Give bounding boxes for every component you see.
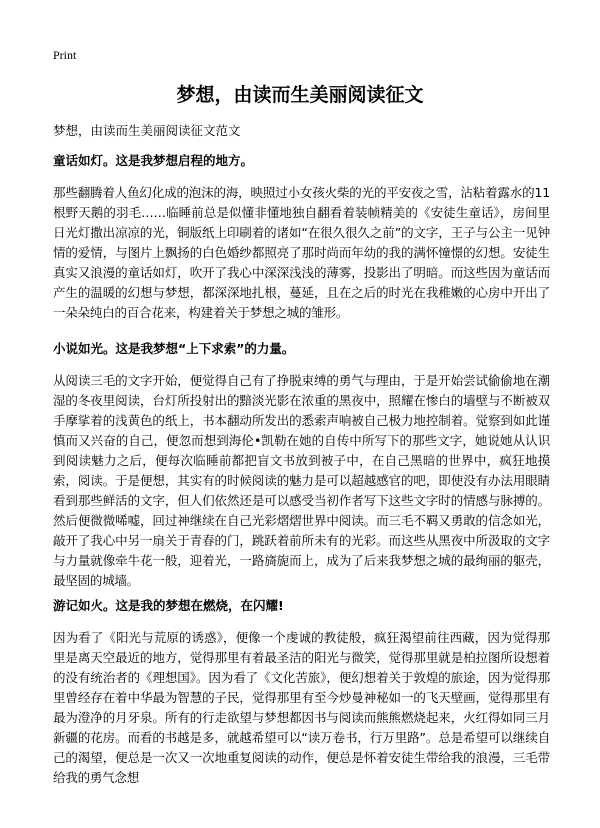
section-paragraph: 因为看了《阳光与荒原的诱惑》，便像一个虔诚的教徒般，疯狂渴望前往西藏，因为觉得那里是离天空最近的地方，觉得那里有着最圣洁的阳光与微笑，觉得那里就是柏拉图所设想着的没有统治者的《理想国》。因为看了《文化苦旅》，便幻想着关于敦煌的旅途，因为觉得那里曾经存在着中华最为智慧的子民，觉得那里有至今炒曼神秘如一的飞天壁画，觉得那里有最为澄净的月牙泉。所有的行走欲望与梦想都因书与阅读而熊熊燃烧起来，火红得如同三月新疆的花房。而看的书越是多，就越希望可以“读万卷书，行万里路”。总是希望可以继续自己的渴望，便总是一次又一次地重复阅读的动作，便总是怀着安徒生带给我的浪漫，三毛带给我的勇气念想 [53,630,550,785]
section-paragraph: 那些翻腾着人鱼幻化成的泡沫的海，映照过小女孩火柴的光的平安夜之雪，沾粘着露水的11根野天鹅的羽毛……临睡前总是似懂非懂地独自翻看着装帧精美的《安徒生童话》，房间里日光灯撒出凉凉的光，铜版纸上印刷着的诸如“在很久很久之前”的文字，王子与公主一见钟情的爱情，与图片上飘扬的白色婚纱都照亮了那时尚而年幼的我的满怀憧憬的幻想。安徒生真实又浪漫的童话如灯，吹开了我心中深深浅浅的薄雾，投影出了明暗。而这些因为童话而产生的温暖的幻想与梦想，都深深地扎根，蔓延，且在之后的时光在我稚嫩的心房中开出了一朵朵纯白的百合花来，构建着关于梦想之城的雏形。 [53,185,550,320]
section-paragraph: 从阅读三毛的文字开始，便觉得自己有了挣脱束缚的勇气与理由，于是开始尝试偷偷地在潮湿的冬夜里阅读，台灯所投射出的黯淡光影在浓重的黑夜中，照耀在惨白的墙壁与不断被双手摩挲着的浅黄色的纸上，书本翻动所发出的悉索声响被自己极力地控制着。觉察到如此谨慎而又兴奋的自己，便忽而想到海伦•凯勒在她的自传中所写下的那些文字，她说她从认识到阅读魅力之后，便每次临睡前都把盲文书放到被子中，在自己黑暗的世界中，疯狂地摸索，阅读。于是便想，其实有的时候阅读的魅力是可以超越感官的吧，即使没有办法用眼睛看到那些鲜活的文字，但人们依然还是可以感受当初作者写下这些文字时的情感与脉搏的。然后便微微唏嘘，回过神继续在自己光彩熠熠世界中阅读。而三毛不羁又勇敢的信念如光，敲开了我心中另一扇关于青春的门，跳跃着前所未有的光彩。而这些从黑夜中所汲取的文字与力量就像牵牛花一般，迎着光，一路旖旎而上，成为了后来我梦想之城的最绚丽的躯壳，最坚固的城墙。 [53,373,550,588]
page-title: 梦想，由读而生美丽阅读征文 [176,84,424,106]
section-fairy-tales [53,151,550,323]
section-novels [53,339,550,591]
section-heading: 游记如火。这是我的梦想在燃烧，在闪耀! [53,598,284,613]
section-travel-notes [53,596,550,788]
print-link[interactable]: Print [53,48,77,62]
page-subtitle: 梦想，由读而生美丽阅读征文范文 [53,123,241,138]
section-heading: 童话如灯。这是我梦想启程的地方。 [53,153,254,168]
section-heading: 小说如光。这是我梦想“上下求索”的力量。 [53,341,295,356]
